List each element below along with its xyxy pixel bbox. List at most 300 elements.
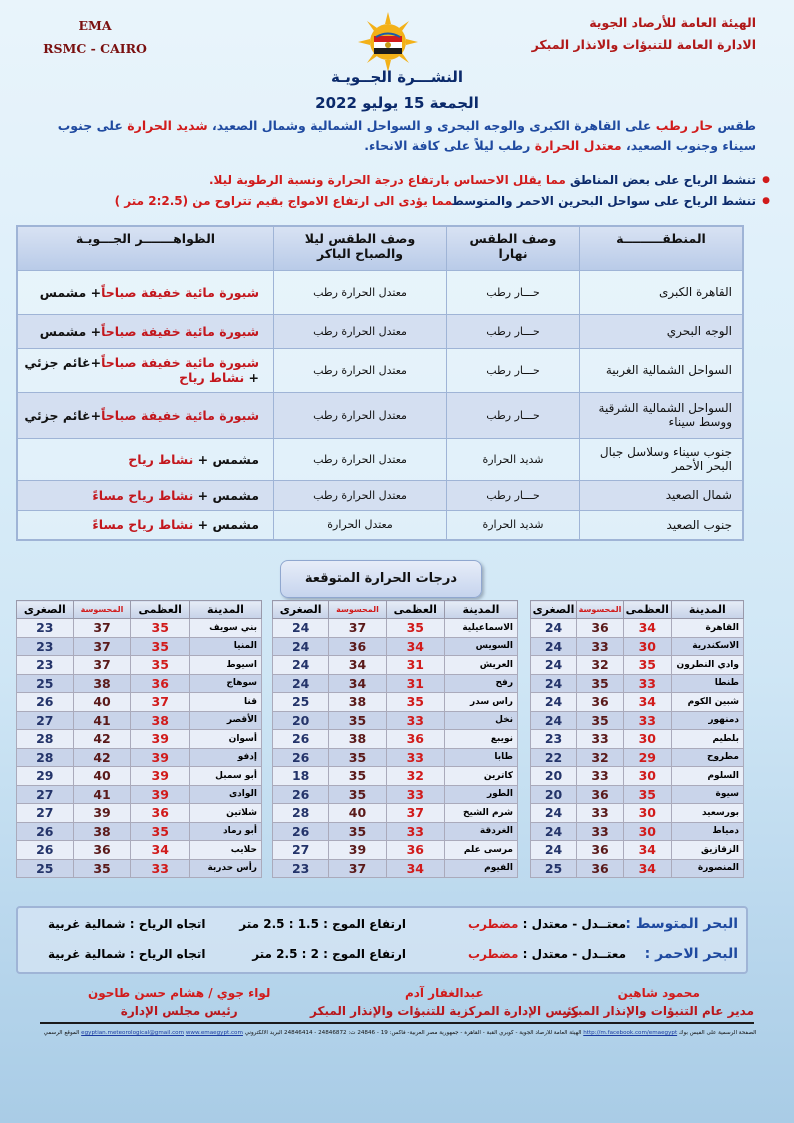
night-desc: معتدل الحرارة رطب <box>274 314 447 348</box>
max-temp: 36 <box>386 841 444 860</box>
max-temp: 37 <box>386 804 444 823</box>
phenomena: مشمس + نشاط رياح <box>17 438 274 480</box>
min-temp: 26 <box>17 693 74 712</box>
feels-temp: 35 <box>329 711 386 730</box>
min-temp: 23 <box>273 859 329 878</box>
feels-temp: 36 <box>329 637 386 656</box>
max-temp: 34 <box>386 637 444 656</box>
region-name: القاهرة الكبرى <box>580 270 744 314</box>
min-temp: 23 <box>17 637 74 656</box>
min-temp: 27 <box>17 711 74 730</box>
min-temp: 26 <box>273 785 329 804</box>
col-max: العظمى <box>386 601 444 619</box>
col-night: وصف الطقس ليلا والصباح الباكر <box>274 226 447 270</box>
header-rsmc: RSMC - CAIRO <box>43 41 147 56</box>
city-name: راس سدر <box>444 693 517 712</box>
col-feels: المحسوسة <box>329 601 386 619</box>
city-name: دمنهور <box>671 711 743 730</box>
temps-table-delta <box>530 600 744 878</box>
col-region: المنطقـــــــــة <box>580 226 744 270</box>
min-temp: 28 <box>273 804 329 823</box>
max-temp: 35 <box>131 656 190 675</box>
weather-row <box>17 438 743 480</box>
temp-row <box>531 767 744 786</box>
temps-header-row <box>273 601 518 619</box>
max-temp: 36 <box>131 804 190 823</box>
phenomena: مشمس + نشاط رياح مساءً <box>17 480 274 510</box>
feels-temp: 35 <box>329 748 386 767</box>
day-desc: حـــار رطب <box>447 480 580 510</box>
min-temp: 24 <box>531 637 577 656</box>
city-name: سوهاج <box>189 674 261 693</box>
feels-temp: 39 <box>73 804 131 823</box>
min-temp: 24 <box>531 841 577 860</box>
city-name: نخل <box>444 711 517 730</box>
max-temp: 35 <box>386 693 444 712</box>
city-name: كاترين <box>444 767 517 786</box>
col-min: الصغرى <box>531 601 577 619</box>
min-temp: 26 <box>273 822 329 841</box>
temp-row <box>273 748 518 767</box>
temp-row <box>531 822 744 841</box>
min-temp: 28 <box>17 730 74 749</box>
feels-temp: 36 <box>73 841 131 860</box>
temp-row <box>531 730 744 749</box>
sea-med-name: البحر المتوسط : <box>625 916 738 932</box>
signature-title: مدير عام التنبؤات والإنذار المبكر <box>563 1004 754 1018</box>
col-max: العظمى <box>131 601 190 619</box>
night-desc: معتدل الحرارة رطب <box>274 438 447 480</box>
feels-temp: 37 <box>329 859 386 878</box>
city-name: أبو رماد <box>189 822 261 841</box>
city-name: الطور <box>444 785 517 804</box>
phenomena: شبورة مائية خفيفة صباحاً+غائم جزئي + نشاط رياح <box>17 348 274 392</box>
temp-row <box>273 859 518 878</box>
bulletin-title-block <box>0 64 794 116</box>
feels-temp: 36 <box>577 859 624 878</box>
min-temp: 26 <box>273 730 329 749</box>
min-temp: 25 <box>17 674 74 693</box>
temp-row <box>273 841 518 860</box>
max-temp: 30 <box>624 637 672 656</box>
region-name: السواحل الشمالية الشرقية ووسط سيناء <box>580 392 744 438</box>
max-temp: 39 <box>131 730 190 749</box>
sea-med-wave: ارتفاع الموج : 1.5 : 2.5 متر <box>239 917 406 931</box>
city-name: سيوة <box>671 785 743 804</box>
temp-row <box>273 730 518 749</box>
warning-item: ● تنشط الرياح على سواحل البحرين الاحمر والمتوسطمما يؤدى الى ارتفاع الامواج بقيم تتراوح من (2:2.5 متر ) <box>38 191 756 212</box>
day-desc: شديد الحرارة <box>447 438 580 480</box>
signature-forecast-director <box>563 984 754 1020</box>
feels-temp: 36 <box>577 785 624 804</box>
min-temp: 20 <box>531 785 577 804</box>
temp-row <box>531 859 744 878</box>
temp-row <box>531 711 744 730</box>
day-desc: حـــار رطب <box>447 314 580 348</box>
phenomena: شبورة مائية خفيفة صباحاً+ مشمس <box>17 270 274 314</box>
day-desc: حـــار رطب <box>447 348 580 392</box>
city-name: الاسكندرية <box>671 637 743 656</box>
city-name: المنصورة <box>671 859 743 878</box>
max-temp: 30 <box>624 730 672 749</box>
max-temp: 34 <box>624 619 672 638</box>
max-temp: 35 <box>131 637 190 656</box>
temp-row <box>273 693 518 712</box>
min-temp: 24 <box>273 637 329 656</box>
city-name: بورسعيد <box>671 804 743 823</box>
col-min: الصغرى <box>273 601 329 619</box>
feels-temp: 36 <box>577 841 624 860</box>
signature-central-admin <box>310 984 579 1020</box>
weather-row <box>17 480 743 510</box>
temp-row <box>17 656 262 675</box>
feels-temp: 35 <box>329 767 386 786</box>
summary-part: على <box>96 118 123 133</box>
min-temp: 25 <box>17 859 74 878</box>
temp-row <box>17 637 262 656</box>
city-name: السلوم <box>671 767 743 786</box>
summary-part: على القاهرة الكبرى والوجه البحرى و السواحل الشمالية وشمال الصعيد، <box>212 118 652 133</box>
max-temp: 30 <box>624 767 672 786</box>
max-temp: 33 <box>624 674 672 693</box>
city-name: حلايب <box>189 841 261 860</box>
min-temp: 27 <box>273 841 329 860</box>
summary-part: رطب ليلاً على كافة الانحاء. <box>364 138 531 153</box>
min-temp: 27 <box>17 804 74 823</box>
max-temp: 32 <box>386 767 444 786</box>
bulletin-title: النشـــرة الجــويـة <box>330 68 464 86</box>
max-temp: 29 <box>624 748 672 767</box>
max-temp: 36 <box>131 674 190 693</box>
city-name: شلاتين <box>189 804 261 823</box>
sea-state-box <box>16 906 748 974</box>
min-temp: 24 <box>531 804 577 823</box>
min-temp: 26 <box>273 748 329 767</box>
temps-header-row <box>531 601 744 619</box>
phenomena: شبورة مائية خفيفة صباحاً+ مشمس <box>17 314 274 348</box>
signature-name: عبدالغفار آدم <box>404 986 484 1000</box>
feels-temp: 35 <box>329 785 386 804</box>
temp-row <box>273 767 518 786</box>
region-name: جنوب سيناء وسلاسل جبال البحر الأحمر <box>580 438 744 480</box>
max-temp: 33 <box>386 711 444 730</box>
signature-title: رئيس مجلس الإدارة <box>120 1004 238 1018</box>
feels-temp: 34 <box>329 656 386 675</box>
weather-row <box>17 392 743 438</box>
col-max: العظمى <box>624 601 672 619</box>
max-temp: 35 <box>624 785 672 804</box>
feels-temp: 35 <box>73 859 131 878</box>
min-temp: 29 <box>17 767 74 786</box>
city-name: الغردقة <box>444 822 517 841</box>
temp-row <box>273 822 518 841</box>
feels-temp: 32 <box>577 656 624 675</box>
sea-red-wave: ارتفاع الموج : 2 : 2.5 متر <box>252 947 406 961</box>
feels-temp: 38 <box>329 693 386 712</box>
max-temp: 35 <box>131 822 190 841</box>
max-temp: 35 <box>624 656 672 675</box>
max-temp: 34 <box>624 841 672 860</box>
max-temp: 35 <box>386 619 444 638</box>
max-temp: 39 <box>131 785 190 804</box>
summary-part: جنوب سيناء وجنوب الصعيد، <box>57 118 756 153</box>
max-temp: 38 <box>131 711 190 730</box>
min-temp: 20 <box>273 711 329 730</box>
sea-red-row <box>18 940 746 968</box>
feels-temp: 33 <box>577 767 624 786</box>
feels-temp: 35 <box>577 711 624 730</box>
feels-temp: 36 <box>577 693 624 712</box>
feels-temp: 32 <box>577 748 624 767</box>
max-temp: 35 <box>131 619 190 638</box>
max-temp: 34 <box>386 859 444 878</box>
max-temp: 33 <box>386 785 444 804</box>
col-city: المدينة <box>671 601 743 619</box>
feels-temp: 33 <box>577 822 624 841</box>
night-desc: معتدل الحرارة رطب <box>274 348 447 392</box>
col-city: المدينة <box>444 601 517 619</box>
footer-divider <box>40 1022 754 1024</box>
temps-header-row <box>17 601 262 619</box>
forecast-summary <box>38 116 756 156</box>
temp-row <box>17 822 262 841</box>
footer-contact: الصفحة الرسمية على الفيس بوك http://m.facebook.com/emaegypt الهيئة العامة للأرصاد الجوية - كوبري القبة - القاهرة - جمهورية مصر العربية- فاكس: 19 - 24846 ت: 24846872 - 24846414 البريد الالكتروني egyptian.meteorological@gmail.com www.emaegypt.com الموقع الرسمي <box>43 1030 757 1036</box>
max-temp: 34 <box>131 841 190 860</box>
max-temp: 36 <box>386 730 444 749</box>
bulletin-date: الجمعة 15 يوليو 2022 <box>315 94 479 112</box>
col-min: الصغرى <box>17 601 74 619</box>
sea-med-row <box>18 910 746 938</box>
website-link[interactable]: www.emaegypt.com <box>185 1030 243 1036</box>
col-phenomena: الظواهـــــــر الجـــويـة <box>17 226 274 270</box>
summary-very-hot: شديد الحرارة <box>127 118 208 133</box>
signature-title: رئيس الإدارة المركزية للتنبؤات والإنذار المبكر <box>310 1004 579 1018</box>
header-authority: الهيئة العامة للأرصاد الجوية <box>589 15 756 30</box>
min-temp: 24 <box>531 822 577 841</box>
min-temp: 26 <box>17 841 74 860</box>
header-ema: EMA <box>78 18 112 33</box>
max-temp: 39 <box>131 767 190 786</box>
city-name: قنا <box>189 693 261 712</box>
feels-temp: 33 <box>577 804 624 823</box>
feels-temp: 35 <box>577 674 624 693</box>
min-temp: 27 <box>17 785 74 804</box>
min-temp: 24 <box>273 656 329 675</box>
max-temp: 34 <box>624 693 672 712</box>
weather-row <box>17 314 743 348</box>
feels-temp: 37 <box>73 637 131 656</box>
region-name: الوجه البحري <box>580 314 744 348</box>
city-name: الوادى <box>189 785 261 804</box>
min-temp: 24 <box>531 711 577 730</box>
city-name: بلطيم <box>671 730 743 749</box>
weather-table <box>16 225 744 541</box>
region-name: شمال الصعيد <box>580 480 744 510</box>
temp-row <box>17 674 262 693</box>
temp-row <box>17 748 262 767</box>
city-name: أبو سمبل <box>189 767 261 786</box>
city-name: شبين الكوم <box>671 693 743 712</box>
min-temp: 23 <box>17 619 74 638</box>
temp-row <box>531 619 744 638</box>
col-city: المدينة <box>189 601 261 619</box>
feels-temp: 42 <box>73 748 131 767</box>
feels-temp: 34 <box>329 674 386 693</box>
city-name: طابا <box>444 748 517 767</box>
temp-row <box>531 693 744 712</box>
phenomena: مشمس + نشاط رياح مساءً <box>17 510 274 540</box>
min-temp: 24 <box>531 619 577 638</box>
city-name: أسوان <box>189 730 261 749</box>
feels-temp: 40 <box>329 804 386 823</box>
sea-red-wind: اتجاه الرياح : شمالية غربية <box>48 947 206 961</box>
min-temp: 24 <box>531 656 577 675</box>
city-name: رفح <box>444 674 517 693</box>
min-temp: 18 <box>273 767 329 786</box>
weather-row <box>17 348 743 392</box>
city-name: الاسماعيلية <box>444 619 517 638</box>
temps-table-coast <box>272 600 518 878</box>
max-temp: 37 <box>131 693 190 712</box>
col-day: وصف الطقس نهارا <box>447 226 580 270</box>
header-department: الادارة العامة للتنبؤات والانذار المبكر <box>531 37 756 52</box>
temps-heading: درجات الحرارة المتوقعة <box>280 560 482 598</box>
signature-name: محمود شاهين <box>617 986 700 1000</box>
header-arabic <box>532 12 756 56</box>
temp-row <box>531 674 744 693</box>
max-temp: 39 <box>131 748 190 767</box>
summary-moderate: معتدل الحرارة <box>534 138 622 153</box>
max-temp: 33 <box>386 748 444 767</box>
day-desc: حـــار رطب <box>447 270 580 314</box>
feels-temp: 38 <box>329 730 386 749</box>
temp-row <box>273 674 518 693</box>
feels-temp: 40 <box>73 693 131 712</box>
header-english <box>30 14 160 60</box>
summary-part: طقس <box>717 118 756 133</box>
city-name: القاهرة <box>671 619 743 638</box>
min-temp: 25 <box>531 859 577 878</box>
city-name: الأقصر <box>189 711 261 730</box>
city-name: نويبع <box>444 730 517 749</box>
feels-temp: 40 <box>73 767 131 786</box>
temp-row <box>273 637 518 656</box>
temp-row <box>531 637 744 656</box>
temp-row <box>17 730 262 749</box>
night-desc: معتدل الحرارة رطب <box>274 270 447 314</box>
city-name: طنطا <box>671 674 743 693</box>
feels-temp: 41 <box>73 711 131 730</box>
col-feels: المحسوسة <box>577 601 624 619</box>
temp-row <box>17 711 262 730</box>
city-name: دمياط <box>671 822 743 841</box>
max-temp: 30 <box>624 804 672 823</box>
temp-row <box>531 748 744 767</box>
min-temp: 26 <box>17 822 74 841</box>
temp-row <box>17 841 262 860</box>
city-name: شرم الشيخ <box>444 804 517 823</box>
city-name: مطروح <box>671 748 743 767</box>
max-temp: 33 <box>131 859 190 878</box>
phenomena: شبورة مائية خفيفة صباحاً+غائم جزئي <box>17 392 274 438</box>
temp-row <box>17 859 262 878</box>
temp-row <box>531 841 744 860</box>
city-name: رأس حدربة <box>189 859 261 878</box>
temp-row <box>273 785 518 804</box>
feels-temp: 37 <box>329 619 386 638</box>
feels-temp: 38 <box>73 822 131 841</box>
city-name: المنيا <box>189 637 261 656</box>
sea-red-name: البحر الاحمر : <box>644 946 738 962</box>
temp-row <box>17 804 262 823</box>
feels-temp: 37 <box>73 656 131 675</box>
city-name: العريش <box>444 656 517 675</box>
weather-row <box>17 270 743 314</box>
min-temp: 24 <box>531 674 577 693</box>
feels-temp: 39 <box>329 841 386 860</box>
max-temp: 31 <box>386 656 444 675</box>
min-temp: 24 <box>273 674 329 693</box>
signature-name: لواء جوي / هشام حسن طاحون <box>88 986 271 1000</box>
min-temp: 24 <box>273 619 329 638</box>
region-name: السواحل الشمالية الغربية <box>580 348 744 392</box>
temp-row <box>273 804 518 823</box>
weather-row <box>17 510 743 540</box>
min-temp: 20 <box>531 767 577 786</box>
max-temp: 33 <box>624 711 672 730</box>
feels-temp: 33 <box>577 637 624 656</box>
col-feels: المحسوسة <box>73 601 131 619</box>
email-link[interactable]: egyptian.meteorological@gmail.com <box>81 1030 185 1036</box>
temp-row <box>531 804 744 823</box>
feels-temp: 33 <box>577 730 624 749</box>
max-temp: 34 <box>624 859 672 878</box>
city-name: الفيوم <box>444 859 517 878</box>
temp-row <box>273 711 518 730</box>
max-temp: 33 <box>386 822 444 841</box>
day-desc: حـــار رطب <box>447 392 580 438</box>
temp-row <box>17 767 262 786</box>
night-desc: معتدل الحرارة رطب <box>274 480 447 510</box>
feels-temp: 37 <box>73 619 131 638</box>
warning-item: ● تنشط الرياح على بعض المناطق مما يقلل الاحساس بارتفاع درجة الحرارة ونسبة الرطوبة ليلا. <box>38 170 756 191</box>
day-desc: شديد الحرارة <box>447 510 580 540</box>
sea-med-wind: اتجاه الرياح : شمالية غربية <box>48 917 206 931</box>
region-name: جنوب الصعيد <box>580 510 744 540</box>
max-temp: 30 <box>624 822 672 841</box>
temp-row <box>17 619 262 638</box>
temp-row <box>273 619 518 638</box>
summary-hot-humid: حار رطب <box>655 118 714 133</box>
facebook-link[interactable]: http://m.facebook.com/emaegypt <box>583 1030 678 1036</box>
night-desc: معتدل الحرارة <box>274 510 447 540</box>
min-temp: 22 <box>531 748 577 767</box>
temp-row <box>17 693 262 712</box>
city-name: بني سويف <box>189 619 261 638</box>
feels-temp: 35 <box>329 822 386 841</box>
feels-temp: 42 <box>73 730 131 749</box>
city-name: وادي النطرون <box>671 656 743 675</box>
min-temp: 28 <box>17 748 74 767</box>
city-name: إدفو <box>189 748 261 767</box>
temp-row <box>531 656 744 675</box>
temp-row <box>17 785 262 804</box>
min-temp: 25 <box>273 693 329 712</box>
sea-med-state: معتــدل - معتدل : مضطرب <box>467 917 626 931</box>
temps-table-upper <box>16 600 262 878</box>
night-desc: معتدل الحرارة رطب <box>274 392 447 438</box>
city-name: مرسى علم <box>444 841 517 860</box>
